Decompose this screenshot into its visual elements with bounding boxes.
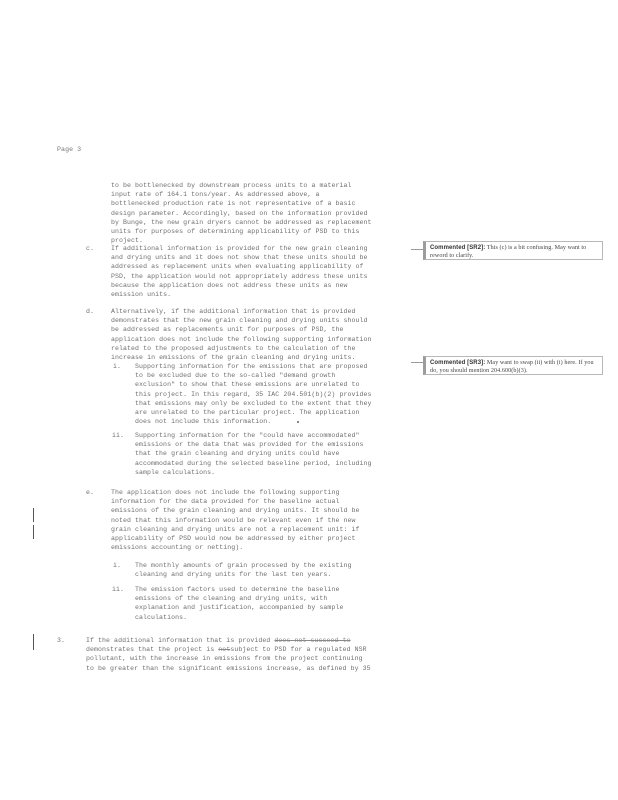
text-line: cleaning and drying units for the last ten years.	[135, 571, 332, 579]
text-line: units for purposes of determining applicability of PSD to this	[111, 228, 360, 236]
change-bar	[33, 508, 34, 522]
item-marker-c: c.	[86, 245, 95, 252]
text-line: input rate of 164.1 tons/year. As addressed above, a	[111, 191, 320, 199]
text-line: that emissions may only be excluded to the extent that they	[135, 399, 372, 407]
text-line: emissions accounting or netting).	[111, 544, 244, 552]
text-line: application does not include the following supporting information	[111, 335, 372, 343]
text-line: design parameter. Accordingly, based on the information provided	[111, 209, 368, 217]
text-line: are unrelated to the particular project. The application	[135, 409, 360, 417]
text-line: addressed as replacement units when evaluating applicability of	[111, 263, 364, 271]
change-bar	[33, 634, 34, 650]
item-marker-e: e.	[86, 489, 95, 496]
subitem-marker-e-i: i.	[113, 562, 122, 569]
text-line: because the application does not address these units as new	[111, 281, 348, 289]
subitem-marker-e-ii: ii.	[112, 586, 125, 593]
text-line: Alternatively, if the additional information that is provided	[111, 308, 356, 315]
comment-connector	[411, 249, 423, 250]
text-line: explanation and justification, accompanied by sample	[135, 604, 344, 612]
text-line: applicability of PSD would now be addressed by either project	[111, 535, 356, 543]
text-line: Supporting information for the emissions that are proposed	[135, 363, 368, 370]
text-run: demonstrates that the project is	[86, 646, 219, 654]
change-bar	[33, 525, 34, 539]
page-number: Page 3	[57, 146, 82, 153]
item-marker-3: 3.	[57, 637, 66, 644]
subitem-marker-d-ii: ii.	[112, 432, 125, 439]
text-line: to be greater than the significant emissions increase, as defined by 35	[86, 664, 371, 672]
deleted-text: not	[218, 646, 231, 654]
text-line: that the grain cleaning and drying units could have	[135, 450, 340, 458]
item-c-paragraph	[111, 244, 411, 299]
comment-anchor-mark	[297, 421, 299, 423]
text-line: emissions or the data that was provided for the emissions	[135, 441, 364, 449]
subitem-e-ii-paragraph	[135, 585, 415, 622]
text-line: emissions of the grain cleaning and drying units. It should be	[111, 507, 360, 515]
item-marker-d: d.	[86, 308, 95, 315]
text-line: bottlenecked production rate is not representative of a basic	[111, 200, 356, 208]
text-line: emission units.	[111, 291, 172, 299]
text-line: does not include this information.	[135, 418, 272, 426]
text-line: The monthly amounts of grain processed by the existing	[135, 562, 352, 569]
comment-text: This (c) is a bit confusing. May want to reword to clarify.	[430, 245, 587, 259]
subitem-d-ii-paragraph	[135, 431, 415, 477]
text-line: noted that this information would be relevant even if the new	[111, 516, 356, 524]
item-d-paragraph	[111, 307, 411, 362]
comment-balloon-sr3[interactable]	[423, 356, 603, 375]
text-line: emissions of the cleaning and drying units, with	[135, 595, 328, 603]
text-run: If the additional information that is provided	[86, 637, 275, 644]
paragraph-continuation	[111, 181, 411, 245]
text-line: accommodated during the selected baseline period, including	[135, 459, 372, 467]
text-line: to be bottlenecked by downstream process units to a material	[111, 182, 352, 189]
text-line: exclusion" to show that these emissions are unrelated to	[135, 381, 360, 389]
text-line: by Bunge, the new grain dryers cannot be addressed as replacement	[111, 218, 372, 226]
comment-connector	[411, 362, 423, 363]
item-e-paragraph	[111, 488, 411, 552]
comment-balloon-sr2[interactable]	[423, 241, 603, 260]
item-3-paragraph	[86, 636, 416, 673]
text-line: to be excluded due to the so-called "demand growth	[135, 372, 336, 380]
text-line: The emission factors used to determine the baseline	[135, 586, 340, 593]
text-line: PSD, the application would not appropriately address these units	[111, 272, 368, 280]
text-line: pollutant, with the increase in emissions from the project continuing	[86, 655, 363, 663]
text-line: If additional information is provided for the new grain cleaning	[111, 245, 368, 252]
comment-author-tag: Commented [SR2]:	[430, 245, 486, 251]
text-line: related to the proposed adjustments to the calculation of the	[111, 344, 356, 352]
text-line: increase in emissions of the grain cleaning and drying units.	[111, 354, 356, 362]
text-line: grain cleaning and drying units are not a replacement unit: if	[111, 525, 360, 533]
comment-author-tag: Commented [SR3]:	[430, 360, 486, 366]
text-line: information for the data provided for the baseline actual	[111, 498, 340, 506]
text-line	[86, 645, 416, 654]
subitem-marker-d-i: i.	[113, 363, 122, 370]
text-line: project.	[111, 237, 144, 245]
subitem-d-i-paragraph	[135, 362, 415, 426]
text-line: The application does not include the following supporting	[111, 489, 340, 496]
text-line: be addressed as replacements unit for purposes of PSD, the	[111, 326, 344, 334]
text-run: subject to PSD for a regulated NSR	[230, 646, 367, 654]
text-line: this project. In this regard, 35 IAC 204.501(b)(2) provides	[135, 390, 372, 398]
text-line	[86, 636, 416, 645]
text-line: Supporting information for the "could have accommodated"	[135, 432, 360, 439]
text-line: calculations.	[135, 613, 188, 621]
subitem-e-i-paragraph	[135, 561, 415, 579]
text-line: and drying units and it does not show that these units should be	[111, 254, 368, 262]
comment-text: May want to swap (ii) with (i) here. If you do, you should mention 204.600(b)(3).	[430, 360, 594, 374]
text-line: sample calculations.	[135, 468, 216, 476]
text-line: demonstrates that the new grain cleaning and drying units should	[111, 317, 368, 325]
deleted-text: does not succeed to	[274, 637, 351, 644]
